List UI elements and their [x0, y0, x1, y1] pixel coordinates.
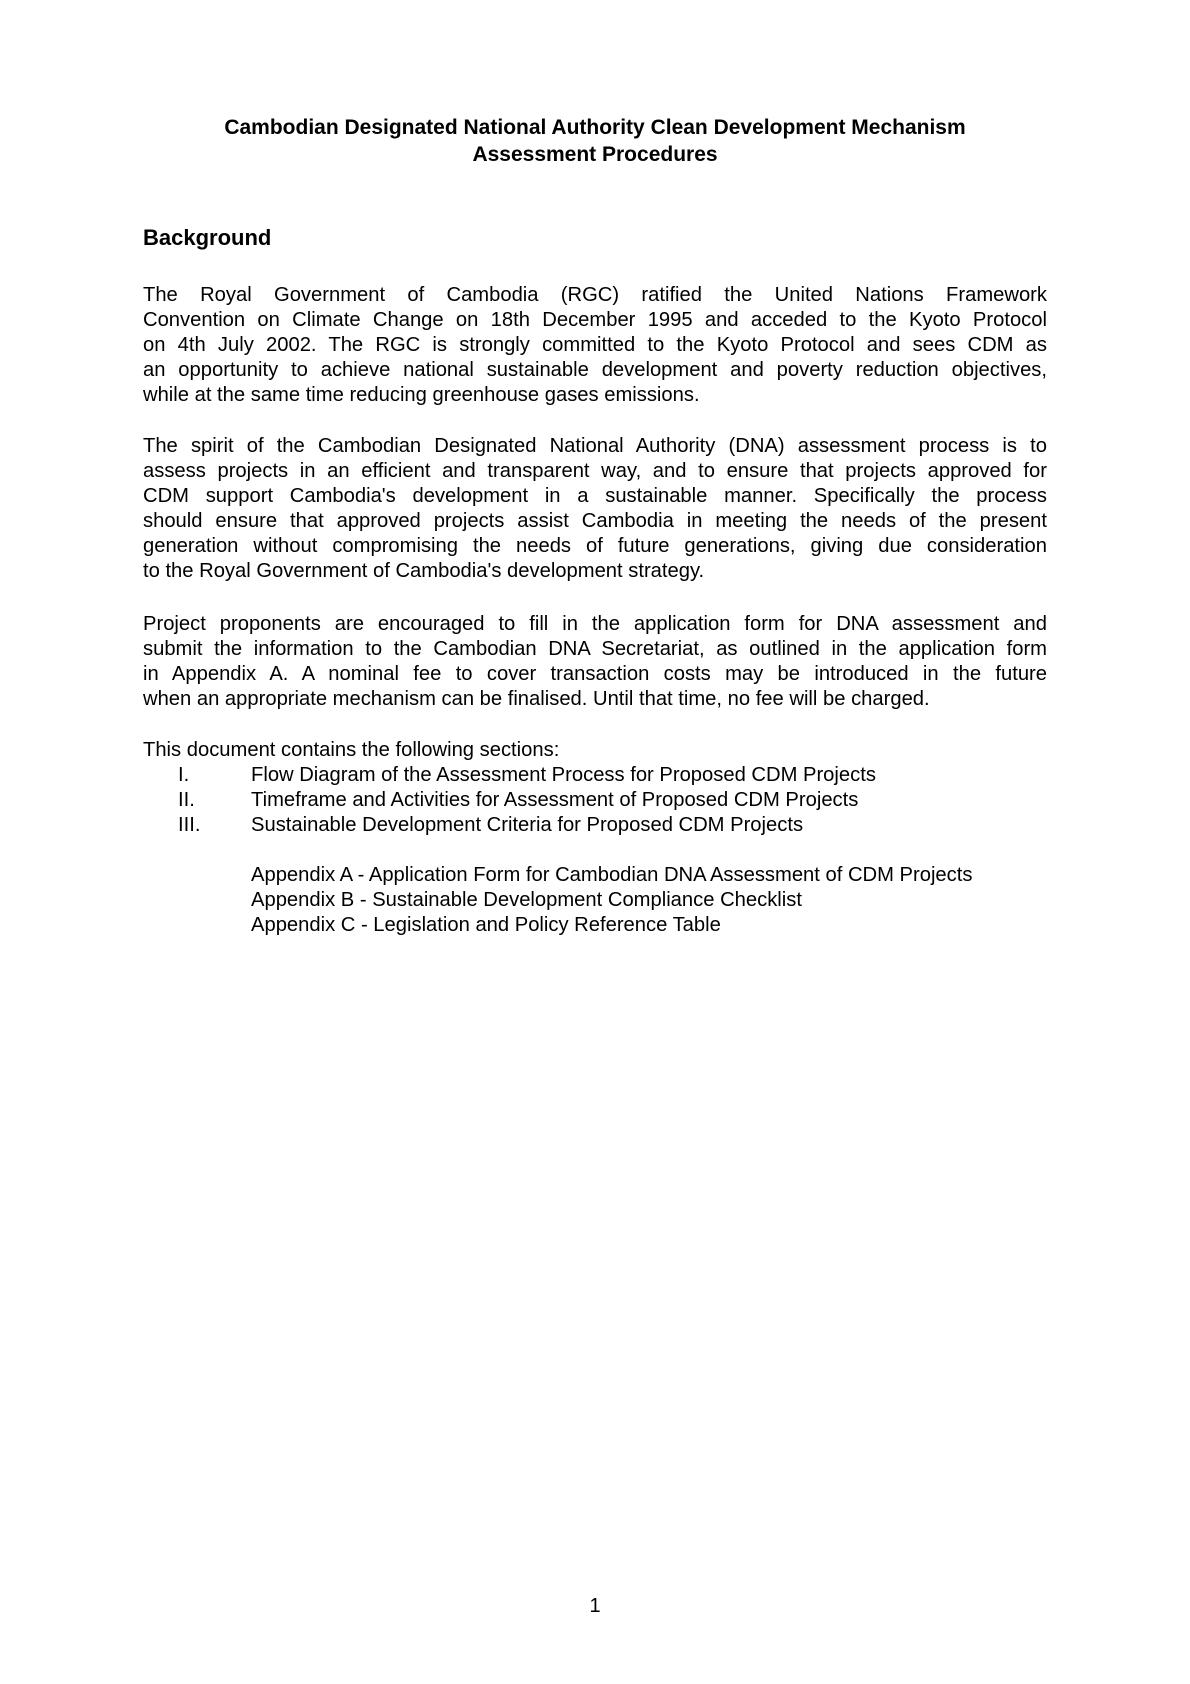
page-number: 1: [589, 1595, 601, 1617]
paragraph-line: Project proponents are encouraged to fill in the application form for DNA assessment and: [143, 613, 1047, 635]
paragraph-line: CDM support Cambodia's development in a sustainable manner. Specifically the process: [143, 485, 1047, 507]
section-number: II.: [178, 789, 195, 811]
appendix-item: Appendix A - Application Form for Cambodian DNA Assessment of CDM Projects: [251, 864, 973, 886]
paragraph-line: Convention on Climate Change on 18th December 1995 and acceded to the Kyoto Protocol: [143, 309, 1047, 331]
paragraph-line: when an appropriate mechanism can be finalised. Until that time, no fee will be charged.: [143, 688, 930, 710]
appendix-item: Appendix B - Sustainable Development Compliance Checklist: [251, 889, 802, 911]
title-line-1: Cambodian Designated National Authority Clean Development Mechanism: [224, 116, 966, 139]
paragraph-project-proponents: [143, 612, 1047, 712]
paragraph-line: submit the information to the Cambodian DNA Secretariat, as outlined in the application form: [143, 638, 1047, 660]
paragraph-line: on 4th July 2002. The RGC is strongly committed to the Kyoto Protocol and sees CDM as: [143, 334, 1047, 356]
title-line-2: Assessment Procedures: [472, 143, 718, 166]
section-number: III.: [178, 814, 201, 836]
section-title: Timeframe and Activities for Assessment of Proposed CDM Projects: [251, 789, 859, 811]
paragraph-line: an opportunity to achieve national sustainable development and poverty reduction objectives,: [143, 359, 1047, 381]
paragraph-line: generation without compromising the needs of future generations, giving due consideration: [143, 535, 1047, 557]
paragraph-line: in Appendix A. A nominal fee to cover transaction costs may be introduced in the future: [143, 663, 1047, 685]
background-heading: Background: [143, 225, 272, 250]
paragraph-line: The Royal Government of Cambodia (RGC) ratified the United Nations Framework: [143, 284, 1047, 306]
appendices-list: [251, 863, 972, 938]
paragraph-line: should ensure that approved projects assist Cambodia in meeting the needs of the present: [143, 510, 1047, 532]
sections-intro: This document contains the following sections:: [143, 739, 560, 761]
document-title: [143, 114, 1047, 168]
paragraph-line: to the Royal Government of Cambodia's development strategy.: [143, 560, 705, 582]
paragraph-line: while at the same time reducing greenhouse gases emissions.: [143, 384, 700, 406]
appendix-item: Appendix C - Legislation and Policy Reference Table: [251, 914, 721, 936]
paragraph-ratification: [143, 283, 1047, 408]
paragraph-line: The spirit of the Cambodian Designated National Authority (DNA) assessment process is to: [143, 435, 1047, 457]
section-title: Sustainable Development Criteria for Proposed CDM Projects: [251, 814, 804, 836]
paragraph-dna-spirit: [143, 434, 1047, 584]
paragraph-line: assess projects in an efficient and transparent way, and to ensure that projects approved for: [143, 460, 1047, 482]
section-title: Flow Diagram of the Assessment Process for Proposed CDM Projects: [251, 764, 876, 786]
section-number: I.: [178, 764, 190, 786]
